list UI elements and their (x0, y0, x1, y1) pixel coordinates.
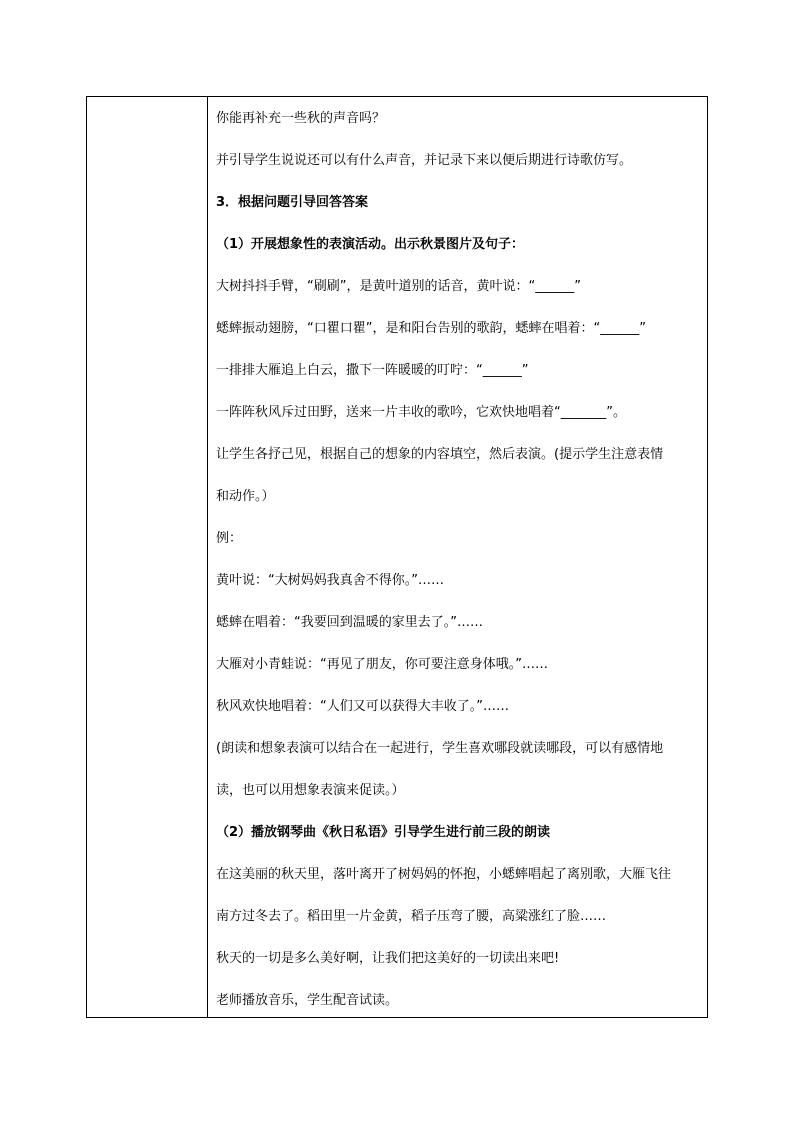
text-line-12: 黄叶说：“大树妈妈我真舍不得你。”…… (216, 573, 444, 588)
text-line-15: 秋风欢快地唱着：“人们又可以获得大丰收了。”…… (216, 699, 509, 714)
text-line-21: 秋天的一切是多么美好啊，让我们把这美好的一切读出来吧! (216, 951, 560, 966)
text-line-8: 一阵阵秋风斥过田野，送来一片丰收的歌吟，它欢快地唱着“_______”。 (216, 405, 626, 420)
example-label: 例： (216, 531, 243, 546)
text-line-22: 老师播放音乐，学生配音试读。 (216, 993, 399, 1008)
text-line-16: (朗读和想象表演可以结合在一起进行，学生喜欢哪段就读哪段，可以有感情地 (216, 741, 664, 756)
text-line-9: 让学生各抒己见，根据自己的想象的内容填空，然后表演。(提示学生注意表情 (216, 447, 664, 462)
text-line-13: 蟋蟀在唱着：“我要回到温暖的家里去了。”…… (216, 615, 483, 630)
subsection-heading-1: （1）开展想象性的表演活动。出示秋景图片及句子： (216, 237, 525, 252)
text-line-19: 在这美丽的秋天里，落叶离开了树妈妈的怀抱，小蟋蟀唱起了离别歌，大雁飞往 (216, 867, 672, 882)
text-line-7: 一排排大雁追上白云，撒下一阵暖暖的叮咛：“______” (216, 363, 529, 378)
text-line-14: 大雁对小青蛙说：“再见了朋友，你可要注意身体哦。”…… (216, 657, 548, 672)
text-line-10: 和动作。） (216, 489, 275, 504)
section-heading-3: 3．根据问题引导回答答案 (216, 195, 369, 210)
lesson-plan-table (86, 96, 708, 1018)
text-line-20: 南方过冬去了。稻田里一片金黄，稻子压弯了腰，高粱涨红了脸…… (216, 909, 607, 924)
subsection-heading-2: （2）播放钢琴曲《秋日私语》引导学生进行前三段的朗读 (216, 825, 551, 840)
text-line-1: 你能再补充一些秋的声音吗？ (216, 111, 386, 126)
content-cell (208, 97, 707, 1017)
text-line-6: 蟋蟀振动翅膀，“口瞿口瞿”，是和阳台告别的歌韵，蟋蟀在唱着：“______” (216, 321, 646, 336)
text-line-2: 并引导学生说说还可以有什么声音，并记录下来以便后期进行诗歌仿写。 (216, 153, 633, 168)
text-line-17: 读，也可以用想象表演来促读。） (216, 783, 405, 798)
text-line-5: 大树抖抖手臂，“刷刷”，是黄叶道别的话音，黄叶说：“______” (216, 279, 581, 294)
left-column-cell (87, 97, 208, 1017)
